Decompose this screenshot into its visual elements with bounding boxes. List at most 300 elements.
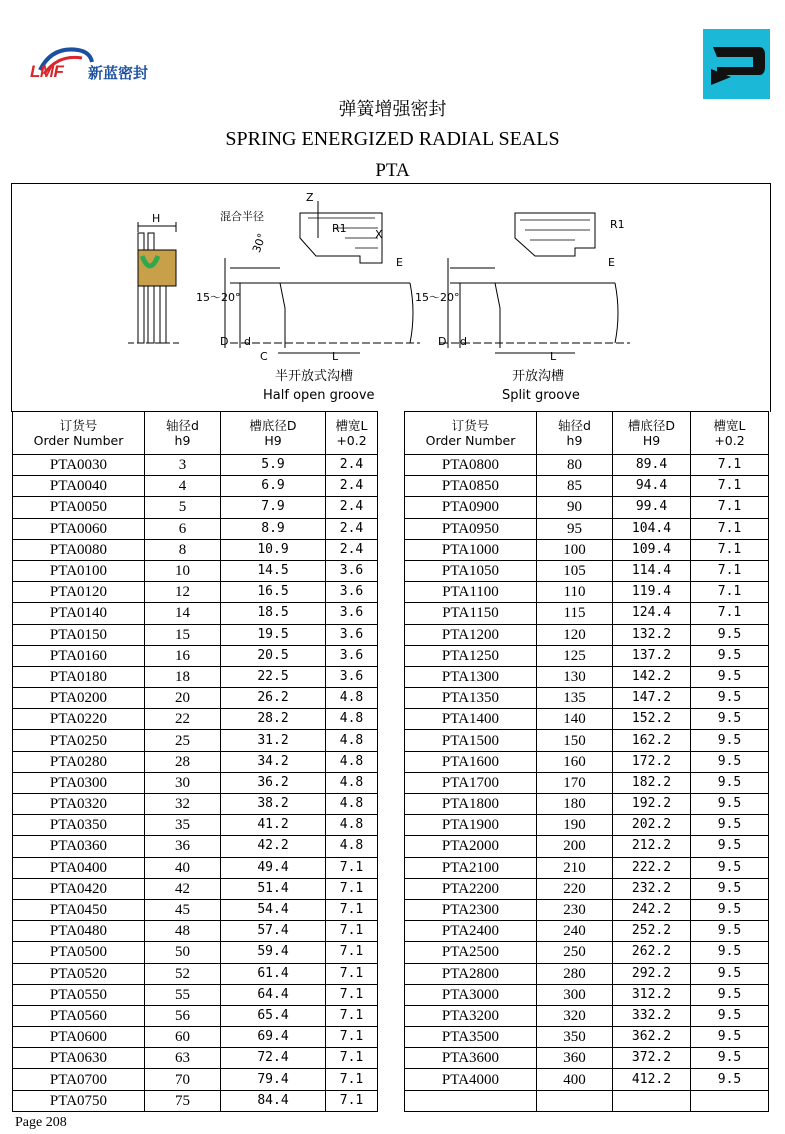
cell-shaft-d: 10 (145, 560, 221, 581)
cell-groove-L: 9.5 (691, 942, 769, 963)
cell-groove-L: 7.1 (691, 518, 769, 539)
cell-groove-L: 9.5 (691, 666, 769, 687)
cell-groove-D: 41.2 (221, 815, 326, 836)
cell-order-number: PTA0360 (13, 836, 145, 857)
cell-shaft-d: 70 (145, 1069, 221, 1090)
table-row (405, 666, 769, 687)
table-row (13, 878, 378, 899)
table-row (405, 1090, 769, 1111)
cell-shaft-d: 18 (145, 666, 221, 687)
cell-groove-L: 2.4 (326, 476, 378, 497)
cell-order-number: PTA0280 (13, 751, 145, 772)
cell-order-number: PTA0560 (13, 1005, 145, 1026)
table-row (405, 1027, 769, 1048)
label-l-half: L (332, 350, 339, 363)
cell-groove-D: 312.2 (613, 984, 691, 1005)
cell-order-number: PTA0120 (13, 582, 145, 603)
cell-shaft-d: 160 (537, 751, 613, 772)
cell-order-number: PTA0140 (13, 603, 145, 624)
cell-groove-L: 7.1 (691, 539, 769, 560)
cell-shaft-d: 350 (537, 1027, 613, 1048)
cell-groove-L: 7.1 (326, 984, 378, 1005)
left-table-body (13, 455, 378, 1112)
label-r1-half: R1 (332, 222, 347, 235)
cell-groove-D: 162.2 (613, 730, 691, 751)
cell-groove-L: 4.8 (326, 836, 378, 857)
cell-groove-D: 262.2 (613, 942, 691, 963)
cell-shaft-d: 300 (537, 984, 613, 1005)
cell-order-number: PTA3200 (405, 1005, 537, 1026)
table-row (13, 751, 378, 772)
cell-groove-L: 7.1 (691, 455, 769, 476)
cell-groove-D: 182.2 (613, 772, 691, 793)
right-table-body (405, 455, 769, 1112)
table-row (405, 1069, 769, 1090)
label-d-small-half: d (244, 335, 251, 348)
cell-groove-L: 7.1 (691, 497, 769, 518)
cell-groove-L: 9.5 (691, 730, 769, 751)
cell-groove-L: 7.1 (691, 582, 769, 603)
cell-order-number: PTA0630 (13, 1048, 145, 1069)
cell-groove-D: 36.2 (221, 772, 326, 793)
table-row (13, 476, 378, 497)
cell-shaft-d: 56 (145, 1005, 221, 1026)
cell-order-number: PTA0700 (13, 1069, 145, 1090)
cell-groove-L: 3.6 (326, 603, 378, 624)
cell-shaft-d: 5 (145, 497, 221, 518)
caption-split-cn: 开放沟槽 (512, 369, 565, 384)
cell-groove-D: 119.4 (613, 582, 691, 603)
cell-order-number: PTA0950 (405, 518, 537, 539)
cell-shaft-d: 100 (537, 539, 613, 560)
cell-groove-D: 84.4 (221, 1090, 326, 1111)
cell-groove-L: 7.1 (691, 603, 769, 624)
cell-groove-L: 9.5 (691, 645, 769, 666)
table-row (13, 921, 378, 942)
table-row (405, 815, 769, 836)
split-groove-icon (440, 213, 630, 353)
cell-order-number: PTA0080 (13, 539, 145, 560)
cell-groove-D: 51.4 (221, 878, 326, 899)
cell-order-number: PTA4000 (405, 1069, 537, 1090)
cell-groove-D: 19.5 (221, 624, 326, 645)
cell-order-number: PTA1200 (405, 624, 537, 645)
col-groove-D: 槽底径D H9 (221, 412, 326, 455)
cell-groove-D: 6.9 (221, 476, 326, 497)
cell-order-number: PTA2500 (405, 942, 537, 963)
cell-groove-L: 7.1 (326, 921, 378, 942)
cell-groove-D: 104.4 (613, 518, 691, 539)
cell-order-number: PTA0850 (405, 476, 537, 497)
col-groove-L: 槽宽L +0.2 (326, 412, 378, 455)
groove-diagram (120, 188, 640, 410)
cell-groove-D: 69.4 (221, 1027, 326, 1048)
cell-groove-D: 7.9 (221, 497, 326, 518)
cell-groove-D: 362.2 (613, 1027, 691, 1048)
caption-half-cn: 半开放式沟槽 (275, 369, 354, 384)
cell-groove-L: 3.6 (326, 560, 378, 581)
cell-shaft-d: 55 (145, 984, 221, 1005)
label-30: 30° (250, 231, 269, 255)
table-row (405, 963, 769, 984)
table-row (405, 921, 769, 942)
cell-shaft-d: 240 (537, 921, 613, 942)
cell-groove-D: 20.5 (221, 645, 326, 666)
cell-order-number: PTA2800 (405, 963, 537, 984)
logo-mark: LMF (30, 62, 64, 81)
cell-order-number: PTA2400 (405, 921, 537, 942)
cell-shaft-d: 22 (145, 709, 221, 730)
table-row (13, 984, 378, 1005)
cell-shaft-d: 135 (537, 688, 613, 709)
cell-groove-L: 3.6 (326, 582, 378, 603)
table-row (405, 688, 769, 709)
cell-groove-D: 61.4 (221, 963, 326, 984)
cell-shaft-d: 105 (537, 560, 613, 581)
cell-groove-D: 412.2 (613, 1069, 691, 1090)
cell-shaft-d: 50 (145, 942, 221, 963)
size-table-right (404, 411, 769, 1112)
cell-groove-D: 89.4 (613, 455, 691, 476)
table-row (13, 497, 378, 518)
label-d-small-split: d (460, 335, 467, 348)
cell-shaft-d: 125 (537, 645, 613, 666)
cell-groove-D: 94.4 (613, 476, 691, 497)
cell-order-number: PTA1350 (405, 688, 537, 709)
cell-order-number: PTA0480 (13, 921, 145, 942)
cell-shaft-d: 320 (537, 1005, 613, 1026)
title-english: SPRING ENERGIZED RADIAL SEALS (225, 128, 560, 150)
cell-groove-L: 7.1 (326, 1048, 378, 1069)
cell-groove-D: 49.4 (221, 857, 326, 878)
cell-shaft-d: 210 (537, 857, 613, 878)
cell-order-number: PTA2300 (405, 899, 537, 920)
cell-groove-D: 252.2 (613, 921, 691, 942)
cell-groove-L: 9.5 (691, 794, 769, 815)
page-number: Page 208 (15, 1115, 67, 1130)
cell-groove-D: 332.2 (613, 1005, 691, 1026)
cell-groove-D: 137.2 (613, 645, 691, 666)
cell-order-number: PTA1800 (405, 794, 537, 815)
label-x: X (375, 228, 383, 241)
cell-order-number: PTA0250 (13, 730, 145, 751)
cell-shaft-d: 48 (145, 921, 221, 942)
cell-shaft-d: 63 (145, 1048, 221, 1069)
caption-split-en: Split groove (502, 388, 580, 403)
cell-groove-L: 3.6 (326, 666, 378, 687)
cell-shaft-d: 35 (145, 815, 221, 836)
table-row (13, 582, 378, 603)
cell-order-number: PTA1700 (405, 772, 537, 793)
cell-order-number: PTA0520 (13, 963, 145, 984)
table-row (405, 518, 769, 539)
cell-groove-D (613, 1090, 691, 1111)
cell-groove-D: 22.5 (221, 666, 326, 687)
table-row (13, 688, 378, 709)
cell-order-number: PTA0150 (13, 624, 145, 645)
cell-groove-L: 7.1 (326, 1005, 378, 1026)
cell-order-number (405, 1090, 537, 1111)
table-row (405, 984, 769, 1005)
cell-groove-L: 2.4 (326, 455, 378, 476)
cell-groove-L: 4.8 (326, 751, 378, 772)
cell-shaft-d: 110 (537, 582, 613, 603)
cell-shaft-d: 360 (537, 1048, 613, 1069)
cell-order-number: PTA0040 (13, 476, 145, 497)
table-row (405, 942, 769, 963)
label-h: H (152, 212, 161, 225)
cell-shaft-d: 200 (537, 836, 613, 857)
table-row (13, 1069, 378, 1090)
cell-groove-L: 7.1 (326, 878, 378, 899)
table-row (405, 560, 769, 581)
table-row (405, 645, 769, 666)
cell-shaft-d: 140 (537, 709, 613, 730)
label-c-half: C (260, 350, 268, 363)
cell-order-number: PTA1400 (405, 709, 537, 730)
table-row (405, 751, 769, 772)
cell-order-number: PTA0400 (13, 857, 145, 878)
cell-groove-D: 292.2 (613, 963, 691, 984)
cell-groove-D: 16.5 (221, 582, 326, 603)
cell-shaft-d: 6 (145, 518, 221, 539)
cell-order-number: PTA0030 (13, 455, 145, 476)
table-row (13, 1005, 378, 1026)
cell-order-number: PTA0900 (405, 497, 537, 518)
table-row (405, 497, 769, 518)
cell-groove-L: 9.5 (691, 857, 769, 878)
cell-groove-L: 3.6 (326, 645, 378, 666)
table-row (13, 815, 378, 836)
cell-shaft-d: 30 (145, 772, 221, 793)
col-groove-D: 槽底径D H9 (613, 412, 691, 455)
cell-shaft-d: 8 (145, 539, 221, 560)
table-row (405, 539, 769, 560)
cell-order-number: PTA2000 (405, 836, 537, 857)
cell-groove-D: 124.4 (613, 603, 691, 624)
cell-groove-D: 26.2 (221, 688, 326, 709)
cell-shaft-d: 220 (537, 878, 613, 899)
cell-groove-L: 9.5 (691, 624, 769, 645)
cell-shaft-d: 150 (537, 730, 613, 751)
cell-groove-D: 8.9 (221, 518, 326, 539)
cell-shaft-d: 95 (537, 518, 613, 539)
cell-shaft-d: 12 (145, 582, 221, 603)
cell-groove-D: 59.4 (221, 942, 326, 963)
cell-groove-D: 79.4 (221, 1069, 326, 1090)
cell-order-number: PTA1500 (405, 730, 537, 751)
cell-groove-L: 9.5 (691, 751, 769, 772)
cell-shaft-d: 20 (145, 688, 221, 709)
table-row (13, 963, 378, 984)
cell-groove-D: 192.2 (613, 794, 691, 815)
label-e-split: E (608, 256, 615, 269)
table-row (13, 666, 378, 687)
cell-groove-L: 7.1 (326, 963, 378, 984)
cell-order-number: PTA1150 (405, 603, 537, 624)
col-order-number: 订货号 Order Number (13, 412, 145, 455)
cell-order-number: PTA0500 (13, 942, 145, 963)
table-row (405, 476, 769, 497)
cell-groove-L: 2.4 (326, 539, 378, 560)
label-z: Z (306, 191, 314, 204)
cell-groove-L: 9.5 (691, 984, 769, 1005)
label-mix-radius: 混合半径 (220, 210, 264, 223)
table-row (13, 857, 378, 878)
cell-groove-D: 54.4 (221, 899, 326, 920)
table-row (405, 857, 769, 878)
cell-shaft-d: 3 (145, 455, 221, 476)
cell-order-number: PTA2100 (405, 857, 537, 878)
cell-order-number: PTA1000 (405, 539, 537, 560)
cell-groove-D: 38.2 (221, 794, 326, 815)
cell-groove-L: 9.5 (691, 1048, 769, 1069)
cell-groove-L (691, 1090, 769, 1111)
cell-groove-L: 9.5 (691, 1069, 769, 1090)
cell-order-number: PTA0320 (13, 794, 145, 815)
cell-order-number: PTA1600 (405, 751, 537, 772)
cell-groove-L: 9.5 (691, 709, 769, 730)
cell-shaft-d: 120 (537, 624, 613, 645)
cell-shaft-d: 190 (537, 815, 613, 836)
cell-groove-D: 64.4 (221, 984, 326, 1005)
cell-groove-L: 9.5 (691, 815, 769, 836)
table-row (405, 603, 769, 624)
table-row (13, 645, 378, 666)
cell-order-number: PTA0180 (13, 666, 145, 687)
cell-order-number: PTA0160 (13, 645, 145, 666)
cell-order-number: PTA1250 (405, 645, 537, 666)
table-row (405, 772, 769, 793)
size-table-left (12, 411, 378, 1112)
cell-shaft-d: 130 (537, 666, 613, 687)
cell-groove-D: 114.4 (613, 560, 691, 581)
cell-groove-L: 7.1 (326, 857, 378, 878)
cell-order-number: PTA0420 (13, 878, 145, 899)
cell-groove-D: 172.2 (613, 751, 691, 772)
table-row (13, 455, 378, 476)
cell-order-number: PTA0100 (13, 560, 145, 581)
cell-groove-D: 142.2 (613, 666, 691, 687)
table-row (13, 942, 378, 963)
cell-groove-D: 372.2 (613, 1048, 691, 1069)
cell-groove-L: 7.1 (326, 899, 378, 920)
cell-groove-D: 72.4 (221, 1048, 326, 1069)
cell-groove-D: 42.2 (221, 836, 326, 857)
table-row (405, 730, 769, 751)
label-l-split: L (550, 350, 557, 363)
table-row (405, 709, 769, 730)
table-row (405, 624, 769, 645)
cell-shaft-d: 15 (145, 624, 221, 645)
cell-groove-L: 7.1 (326, 1069, 378, 1090)
col-shaft-d: 轴径d h9 (537, 412, 613, 455)
seal-section-icon (128, 222, 180, 343)
title-chinese: 弹簧增强密封 (338, 99, 447, 120)
table-row (13, 772, 378, 793)
cell-groove-D: 34.2 (221, 751, 326, 772)
cell-groove-D: 212.2 (613, 836, 691, 857)
label-angle-half: 15～20° (196, 291, 241, 304)
cell-groove-L: 7.1 (326, 942, 378, 963)
table-row (13, 730, 378, 751)
seal-profile-icon (703, 29, 770, 99)
table-row (405, 836, 769, 857)
cell-shaft-d: 90 (537, 497, 613, 518)
cell-groove-L: 9.5 (691, 772, 769, 793)
cell-shaft-d: 42 (145, 878, 221, 899)
cell-groove-L: 3.6 (326, 624, 378, 645)
cell-shaft-d: 28 (145, 751, 221, 772)
product-code: PTA (375, 160, 410, 181)
cell-shaft-d: 230 (537, 899, 613, 920)
cell-order-number: PTA1100 (405, 582, 537, 603)
cell-groove-D: 99.4 (613, 497, 691, 518)
cell-groove-L: 9.5 (691, 921, 769, 942)
cell-order-number: PTA1900 (405, 815, 537, 836)
cell-groove-L: 4.8 (326, 688, 378, 709)
cell-shaft-d: 250 (537, 942, 613, 963)
cell-shaft-d (537, 1090, 613, 1111)
cell-groove-D: 14.5 (221, 560, 326, 581)
cell-order-number: PTA0220 (13, 709, 145, 730)
table-row (405, 1048, 769, 1069)
table-row (405, 878, 769, 899)
cell-shaft-d: 36 (145, 836, 221, 857)
cell-groove-L: 4.8 (326, 730, 378, 751)
table-row (13, 1027, 378, 1048)
cell-groove-D: 31.2 (221, 730, 326, 751)
cell-shaft-d: 25 (145, 730, 221, 751)
cell-order-number: PTA0350 (13, 815, 145, 836)
cell-groove-D: 202.2 (613, 815, 691, 836)
cell-groove-L: 9.5 (691, 878, 769, 899)
cell-groove-L: 4.8 (326, 772, 378, 793)
cell-groove-D: 242.2 (613, 899, 691, 920)
cell-order-number: PTA0050 (13, 497, 145, 518)
table-row (13, 560, 378, 581)
cell-groove-L: 9.5 (691, 1027, 769, 1048)
cell-shaft-d: 16 (145, 645, 221, 666)
label-r1-split: R1 (610, 218, 625, 231)
table-row (13, 603, 378, 624)
company-logo (30, 44, 170, 96)
cell-groove-L: 2.4 (326, 497, 378, 518)
table-row (13, 539, 378, 560)
cell-groove-L: 7.1 (326, 1090, 378, 1111)
logo-name: 新蓝密封 (88, 64, 149, 82)
half-open-groove-icon (225, 201, 420, 353)
cell-shaft-d: 60 (145, 1027, 221, 1048)
cell-groove-L: 7.1 (326, 1027, 378, 1048)
cell-shaft-d: 14 (145, 603, 221, 624)
table-row (13, 1048, 378, 1069)
label-d-big-split: D (438, 335, 447, 348)
cell-groove-L: 9.5 (691, 899, 769, 920)
table-row (13, 709, 378, 730)
cell-groove-D: 109.4 (613, 539, 691, 560)
cell-groove-D: 5.9 (221, 455, 326, 476)
table-row (405, 794, 769, 815)
cell-groove-D: 57.4 (221, 921, 326, 942)
cell-groove-D: 10.9 (221, 539, 326, 560)
cell-order-number: PTA0450 (13, 899, 145, 920)
col-groove-L: 槽宽L +0.2 (691, 412, 769, 455)
col-shaft-d: 轴径d h9 (145, 412, 221, 455)
cell-shaft-d: 45 (145, 899, 221, 920)
cell-order-number: PTA0300 (13, 772, 145, 793)
cell-groove-D: 222.2 (613, 857, 691, 878)
